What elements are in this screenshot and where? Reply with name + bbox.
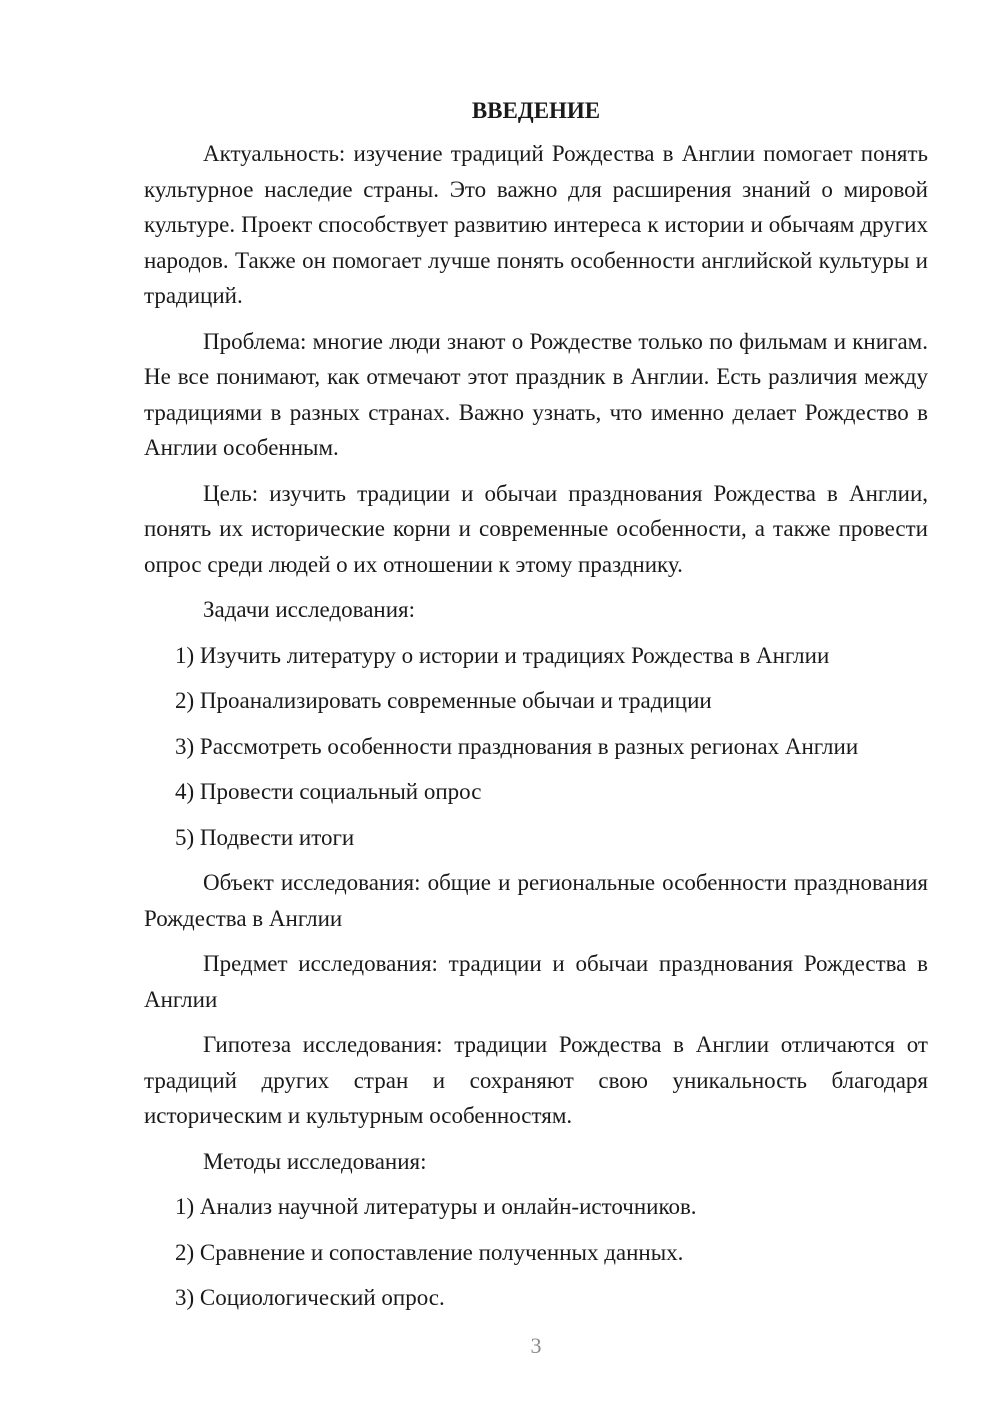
object-paragraph: Объект исследования: общие и региональные особенности празднования Рождества в Англии bbox=[144, 870, 928, 931]
method-item: 2) Сравнение и сопоставление полученных данных. bbox=[175, 1239, 684, 1265]
tasks-list bbox=[144, 638, 928, 856]
methods-heading: Методы исследования: bbox=[203, 1148, 427, 1174]
page-number: 3 bbox=[530, 1333, 542, 1358]
method-item: 3) Социологический опрос. bbox=[175, 1285, 445, 1310]
section-title: ВВЕДЕНИЕ bbox=[471, 98, 601, 123]
method-item: 1) Анализ научной литературы и онлайн-источников. bbox=[175, 1194, 697, 1219]
task-item: 3) Рассмотреть особенности празднования в разных регионах Англии bbox=[175, 733, 859, 759]
task-item: 2) Проанализировать современные обычаи и традиции bbox=[175, 688, 712, 713]
task-item: 1) Изучить литературу о истории и традициях Рождества в Англии bbox=[175, 642, 830, 668]
task-item: 4) Провести социальный опрос bbox=[175, 779, 482, 804]
problem-paragraph: Проблема: многие люди знают о Рождестве только по фильмам и книгам. Не все понимают, как отмечают этот праздник в Англии. Есть различия между традициями в разных странах. Важно узнать, что именно делает Рождество в Англии особенным. bbox=[144, 328, 928, 460]
goal-paragraph: Цель: изучить традиции и обычаи празднования Рождества в Англии, понять их исторические корни и современные особенности, а также провести опрос среди людей о их отношении к этому празднику. bbox=[144, 480, 928, 577]
task-item: 5) Подвести итоги bbox=[175, 824, 355, 850]
tasks-heading: Задачи исследования: bbox=[203, 597, 416, 622]
hypothesis-paragraph: Гипотеза исследования: традиции Рождества в Англии отличаются от традиций других стран и сохраняют свою уникальность благодаря историческим и культурным особенностям. bbox=[144, 1032, 928, 1128]
subject-paragraph: Предмет исследования: традиции и обычаи празднования Рождества в Англии bbox=[144, 951, 928, 1012]
methods-list bbox=[144, 1189, 928, 1316]
relevance-paragraph: Актуальность: изучение традиций Рождества в Англии помогает понять культурное наследие страны. Это важно для расширения знаний о мировой культуре. Проект способствует развитию интереса к истории и обычаям других народов. Также он помогает лучше понять особенности английской культуры и традиций. bbox=[144, 141, 928, 308]
document-body bbox=[144, 96, 928, 1326]
